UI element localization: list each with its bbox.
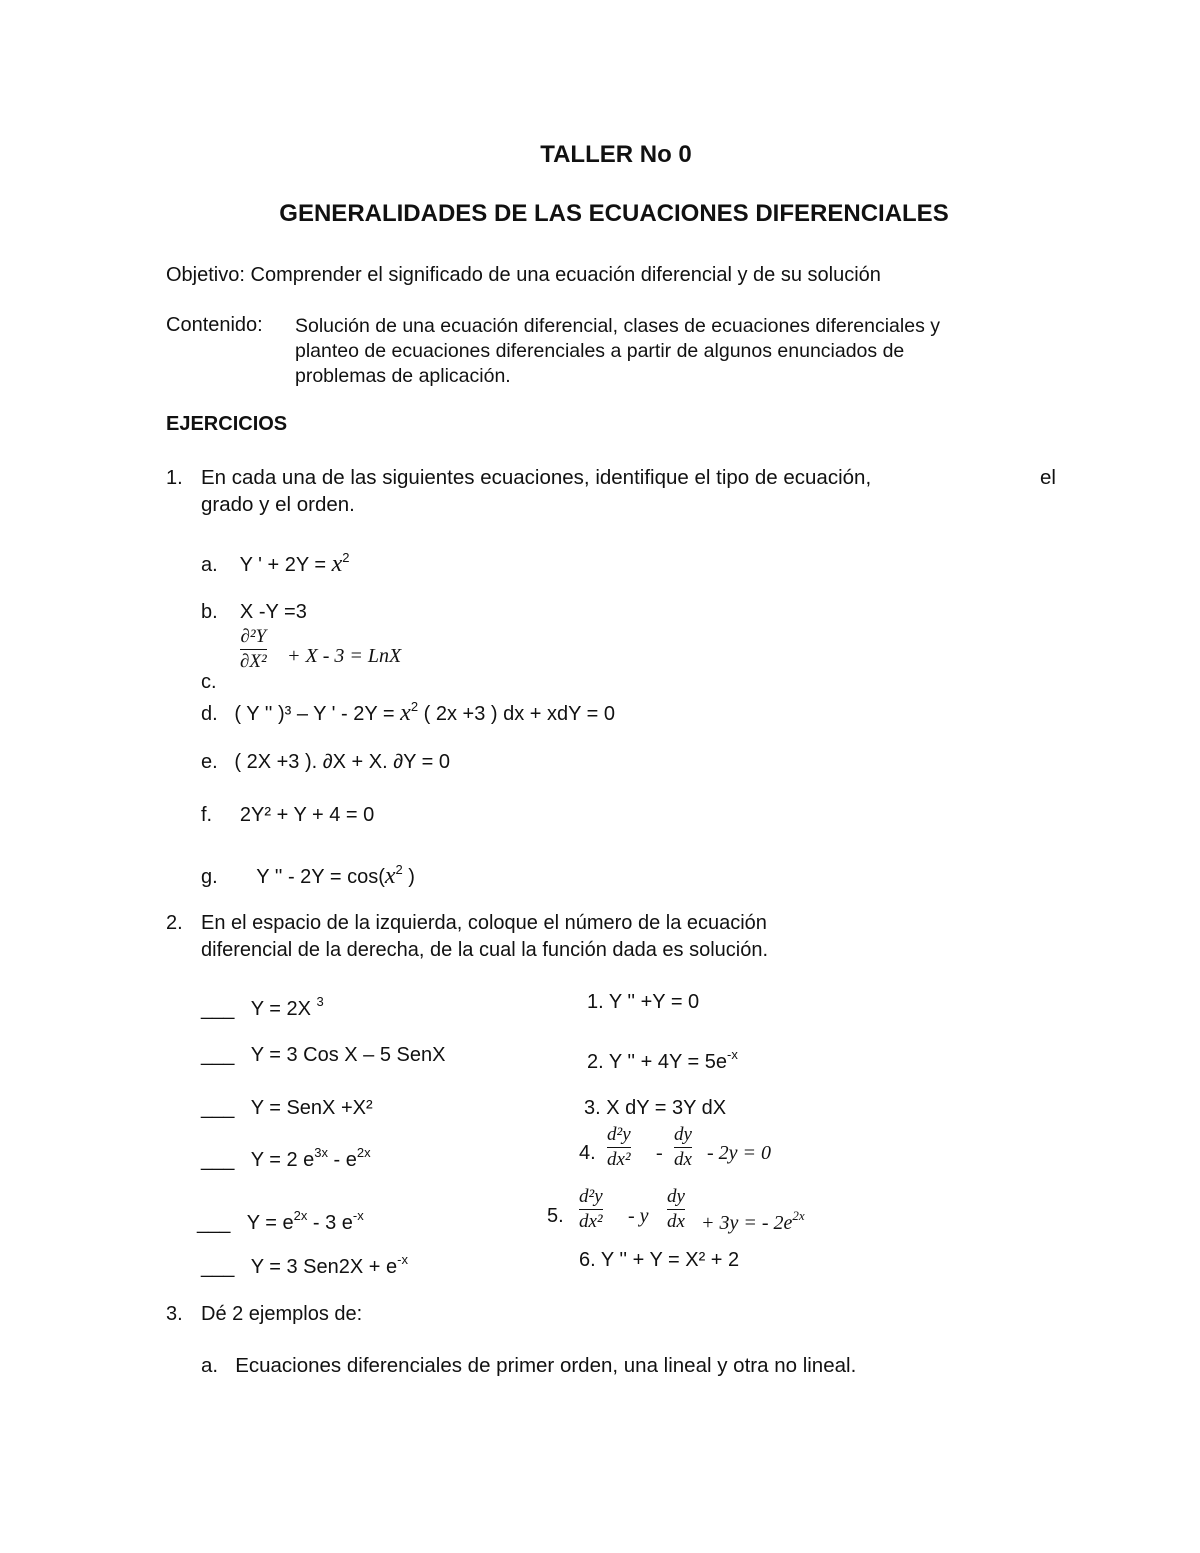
ex2-equation-5-fraction: dy dx [667,1186,685,1232]
ex2-equation-4-op: - [656,1142,663,1164]
ex2-function-row: ___ Y = 3 Cos X – 5 SenX [201,1044,446,1066]
answer-blank[interactable]: ___ [201,1149,235,1171]
page-title: TALLER No 0 [540,141,692,168]
ex1-line1: En cada una de las siguientes ecuaciones, identifique el tipo de ecuación, [201,466,872,489]
ex2-equation-5-label: 5. [547,1205,564,1227]
answer-blank[interactable]: ___ [201,1097,235,1119]
ex2-equation-5-op: - y [628,1205,649,1227]
ex1-item-c-label: c. [201,671,217,693]
ex2-function-row: ___ Y = 2X $^3$ [201,994,324,1020]
ex2-function-row: ___ Y = SenX +X² [201,1097,373,1119]
ex1-item-d: d. ( Y '' )³ – Y ' - $2Y = x^2$ ( 2x +3 ) dx + xdY = 0 [201,699,616,726]
ex2-equation-5-rest: + 3y = - $2e^{2x}$ [701,1208,805,1234]
content-line: Solución de una ecuación diferencial, clases de ecuaciones diferenciales y [295,315,940,337]
ex2-equation-2: 2. Y '' + $4Y = 5e^{-x}$ [587,1047,738,1073]
answer-blank[interactable]: ___ [197,1212,231,1234]
ex2-equation-6: 6. Y '' + Y = X² + 2 [579,1249,740,1271]
ex2-equation-5-fraction: d²y dx² [579,1186,603,1232]
ex2-equation-3: 3. X dY = 3Y dX [584,1097,727,1119]
answer-blank[interactable]: ___ [201,998,235,1020]
page-subtitle: GENERALIDADES DE LAS ECUACIONES DIFERENCIALES [279,200,949,227]
ex1-item-g: g. Y '' - $2Y = \cos(x^2$ ) [201,862,415,889]
answer-blank[interactable]: ___ [201,1256,235,1278]
ex2-equation-4-rest: - 2y = 0 [707,1142,772,1164]
ex1-item-e: e. ( 2X +3 ). ∂X + X. ∂Y = 0 [201,751,450,773]
ex2-equation-1: 1. Y '' +Y = 0 [587,991,700,1013]
ex1-item-b: b. X -Y =3 [201,601,307,623]
content-label: Contenido: [166,314,263,336]
ex2-function-row: ___ Y = 2 $e^{3x} - e^{2x}$ [201,1145,371,1171]
exercises-heading: EJERCICIOS [166,413,288,435]
content-line: problemas de aplicación. [295,365,511,387]
ex1-item-a: a. Y ' + $2Y = x^2$ [201,550,350,577]
ex1-line1-end: el [1040,466,1056,489]
content-line: planteo de ecuaciones diferenciales a partir de algunos enunciados de [295,340,905,362]
ex2-equation-4-fraction: d²y dx² [607,1124,631,1170]
ex2-line1: En el espacio de la izquierda, coloque el número de la ecuación [201,912,767,934]
ex2-equation-4-label: 4. [579,1142,596,1164]
ex1-item-c-fraction: ∂²Y ∂X² [240,626,267,672]
ex2-line2: diferencial de la derecha, de la cual la función dada es solución. [201,939,769,961]
ex3-item-a: a. Ecuaciones diferenciales de primer orden, una lineal y otra no lineal. [201,1354,857,1377]
ex1-line2: grado y el orden. [201,493,355,516]
ex3-text: Dé 2 ejemplos de: [201,1303,363,1325]
ex2-function-row: ___ $Y = e^{2x} - 3$ $e^{-x}$ [197,1208,364,1234]
ex2-function-row: ___ Y = 3 $Sen2X + e^{-x}$ [201,1252,408,1278]
objective [166,263,881,287]
ex2-number: 2. [166,912,183,934]
answer-blank[interactable]: ___ [201,1044,235,1066]
ex1-item-f: f. 2Y² + Y + 4 = 0 [201,804,375,826]
objective-label: Objetivo: [166,264,245,286]
ex1-item-c-rest: + X - 3 = LnX [287,645,402,667]
ex1-number: 1. [166,467,183,489]
ex2-equation-4-fraction: dy dx [674,1124,692,1170]
ex3-number: 3. [166,1303,183,1325]
objective-text: Comprender el significado de una ecuación diferencial y de su solución [250,264,881,286]
